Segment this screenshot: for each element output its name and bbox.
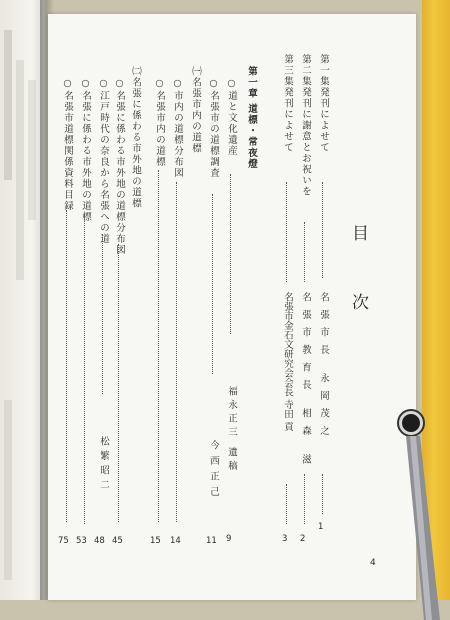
leader-dots xyxy=(102,234,103,394)
toc-entry-page: 11 xyxy=(206,536,217,546)
toc-entry-title: ○名張市道標関係資料目録 xyxy=(62,78,73,212)
toc-entry-page: 48 xyxy=(94,536,105,546)
toc-entry-page: 9 xyxy=(226,534,232,544)
toc-entry-title: ○道と文化遺産 xyxy=(226,78,237,157)
page-title: 目次 xyxy=(348,224,368,362)
toc-entry-author: 福永正三 遺稿 xyxy=(226,386,237,475)
chapter-heading: 第一章 道標・常夜燈 xyxy=(246,66,257,170)
toc-entry-page: 3 xyxy=(282,534,288,544)
leader-dots xyxy=(212,194,213,374)
left-page xyxy=(0,0,45,600)
toc-entry-title: ○江戸時代の奈良から名張への道 xyxy=(98,78,109,245)
section-heading: ㈡名張に係わる市外地の道標 xyxy=(130,66,141,209)
section-heading: ㈠名張市内の道標 xyxy=(190,66,201,154)
toc-entry-page: 1 xyxy=(318,522,324,532)
page-number: 4 xyxy=(370,558,376,568)
leader-dots xyxy=(158,170,159,522)
toc-entry-title: ○名張市内の道標 xyxy=(154,78,165,168)
toc-entry-page: 45 xyxy=(112,536,123,546)
toc-page xyxy=(48,14,416,600)
leader-dots xyxy=(322,474,323,514)
leader-dots xyxy=(304,222,305,282)
toc-entry-title: 第二集発刊に謝意とお祝いを xyxy=(300,54,311,197)
toc-entry-author: 名張市金石文研究会会長 寺田 貢 xyxy=(282,292,293,432)
toc-entry-title: 第三集発刊によせて xyxy=(282,54,293,153)
toc-entry-page: 14 xyxy=(170,536,181,546)
leader-dots xyxy=(84,214,85,524)
toc-entry-page: 15 xyxy=(150,536,161,546)
pen-icon xyxy=(380,400,450,620)
toc-entry-page: 75 xyxy=(58,536,69,546)
leader-dots xyxy=(322,182,323,278)
leader-dots xyxy=(286,182,287,282)
leader-dots xyxy=(286,484,287,524)
leader-dots xyxy=(66,210,67,522)
leader-dots xyxy=(118,244,119,522)
toc-entry-title: ○名張に係わる市外地の道標分布図 xyxy=(114,78,125,256)
toc-entry-title: ○名張市の道標調査 xyxy=(208,78,219,179)
toc-entry-author: 名張市長 永岡茂之 xyxy=(318,292,329,444)
toc-entry-author: 名張市教育長 相森 滋 xyxy=(300,292,311,472)
toc-entry-title: ○名張に係わる市外地の道標 xyxy=(80,78,91,223)
toc-entry-title: ○市内の道標分布図 xyxy=(172,78,183,179)
leader-dots xyxy=(176,182,177,522)
leader-dots xyxy=(304,474,305,524)
toc-entry-title: 第一集発刊によせて xyxy=(318,54,329,153)
toc-entry-author: 今西正己 xyxy=(208,440,219,502)
leader-dots xyxy=(230,174,231,334)
toc-entry-author: 松繁昭二 xyxy=(98,436,109,494)
toc-entry-page: 2 xyxy=(300,534,306,544)
toc-entry-page: 53 xyxy=(76,536,87,546)
